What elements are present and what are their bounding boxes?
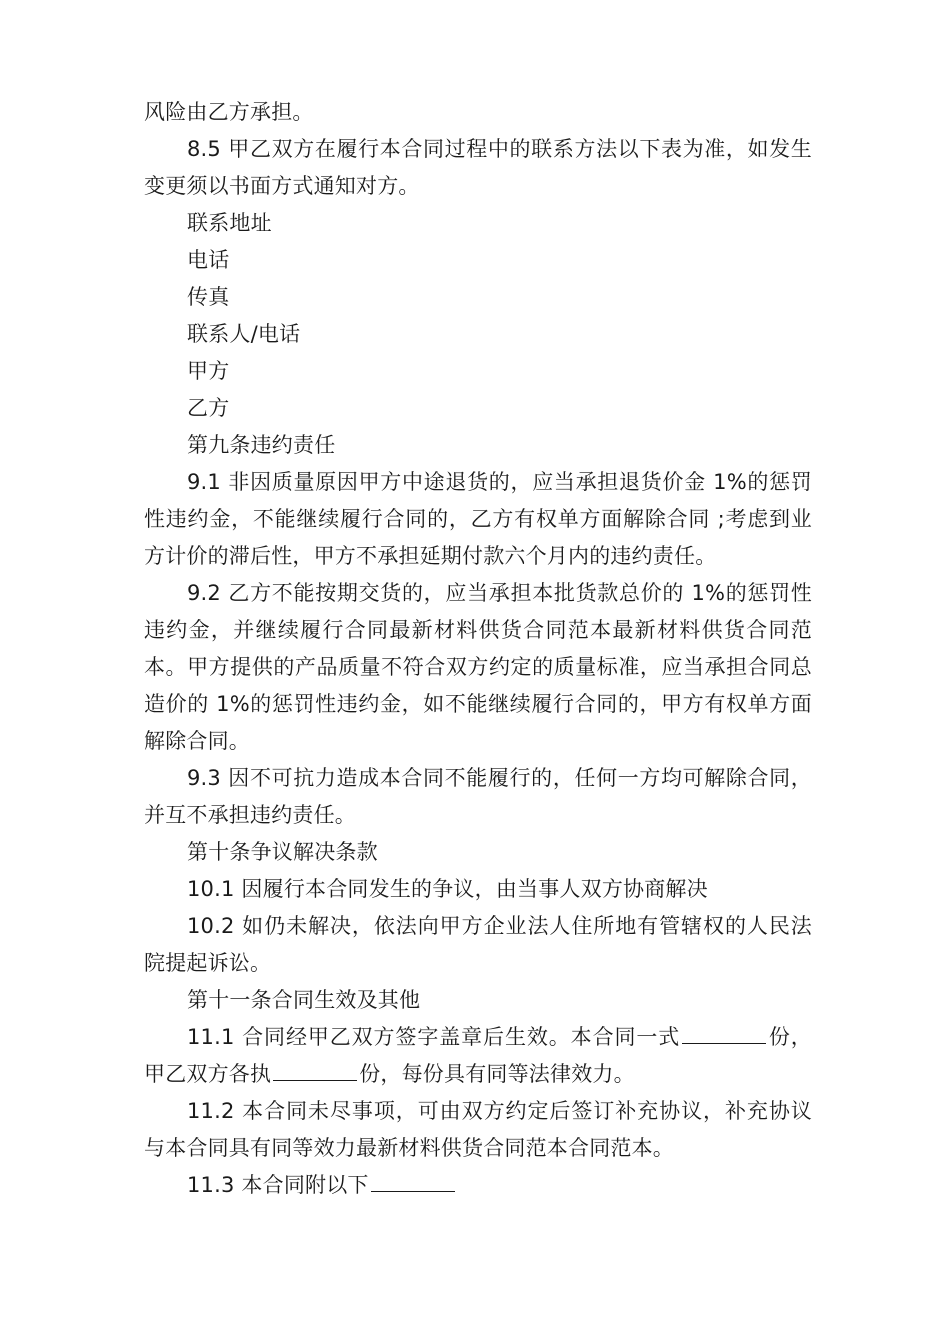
paragraph-risk: 风险由乙方承担。 (144, 100, 314, 124)
copies-total-blank[interactable] (682, 1021, 766, 1044)
paragraph-11-3 (144, 1167, 812, 1204)
clause-11-3-text: 11.3 本合同附以下 (187, 1173, 369, 1197)
copies-each-blank[interactable] (273, 1058, 357, 1081)
party-b-label: 乙方 (187, 396, 230, 420)
paragraph-9-2: 9.2 乙方不能按期交货的，应当承担本批货款总价的 1%的惩罚性违约金，并继续履行合同最新材料供货合同范本最新材料供货合同范本。甲方提供的产品质量不符合双方约定的质量标准，应当承担合同总造价的 1%的惩罚性违约金，如不能继续履行合同的，甲方有权单方面解除合同。 (144, 581, 812, 753)
article-11-heading: 第十一条合同生效及其他 (187, 988, 421, 1012)
article-9-heading: 第九条违约责任 (187, 433, 336, 457)
phone-label: 电话 (187, 248, 230, 272)
paragraph-10-1: 10.1 因履行本合同发生的争议，由当事人双方协商解决 (187, 877, 708, 901)
paragraph-9-3: 9.3 因不可抗力造成本合同不能履行的，任何一方均可解除合同，并互不承担违约责任。 (144, 766, 812, 827)
clause-11-1-part3: 份，每份具有同等法律效力。 (359, 1062, 635, 1086)
paragraph-8-5: 8.5 甲乙双方在履行本合同过程中的联系方法以下表为准，如发生变更须以书面方式通知对方。 (144, 137, 812, 198)
paragraph-10-2: 10.2 如仍未解决，依法向甲方企业法人住所地有管辖权的人民法院提起诉讼。 (144, 914, 812, 975)
fax-label: 传真 (187, 285, 230, 309)
paragraph-11-1 (144, 1019, 812, 1093)
clause-11-1-part2: 份，甲乙双方各执 (144, 1025, 812, 1086)
paragraph-9-1: 9.1 非因质量原因甲方中途退货的，应当承担退货价金 1%的惩罚性违约金，不能继续履行合同的，乙方有权单方面解除合同 ;考虑到业方计价的滞后性，甲方不承担延期付款六个月内的违约责任。 (144, 470, 812, 568)
contact-person-label: 联系人/电话 (187, 322, 301, 346)
paragraph-11-2: 11.2 本合同未尽事项，可由双方约定后签订补充协议，补充协议与本合同具有同等效力最新材料供货合同范本合同范本。 (144, 1099, 812, 1160)
contact-address-label: 联系地址 (187, 211, 272, 235)
article-10-heading: 第十条争议解决条款 (187, 840, 378, 864)
document-body (144, 94, 812, 1204)
party-a-label: 甲方 (187, 359, 230, 383)
clause-11-1-part1: 11.1 合同经甲乙双方签字盖章后生效。本合同一式 (187, 1025, 681, 1049)
attachments-blank[interactable] (371, 1169, 455, 1192)
